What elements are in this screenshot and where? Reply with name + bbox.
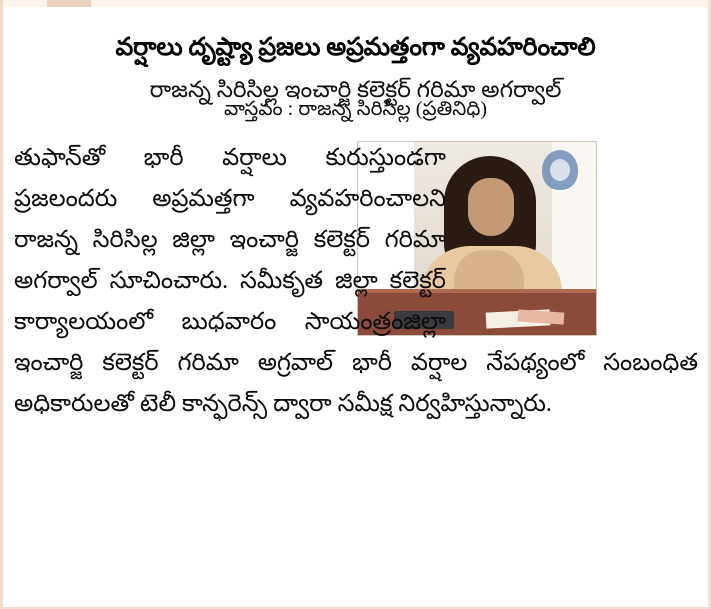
article-headline: వర్షాలు దృష్ట్యా ప్రజలు అప్రమత్తంగా వ్యవహరించాలి bbox=[115, 33, 596, 61]
article-body-text: తుఫాన్‌తో భారీ వర్షాలు కురుస్తుండగా ప్రజలందరు అప్రమత్తగా వ్యవహరించాలని రాజన్న సిరిసిల్ల జిల్లా ఇంచార్జి కలెక్టర్ గరిమా అగర్వాల్ సూచించారు. సమీకృత జిల్లా కలెక్టర్ కార్యాలయంలో బుధవారం సాయంత్రంజిల్లా ఇంచార్జి కలెక్టర్ గరిమా అగ్రవాల్ భారీ వర్షాల నేపథ్యంలో సంబంధిత అధికారులతో టెలీ కాన్ఫరెన్స్ ద్వారా సమీక్ష నిర్వహిస్తున్నారు. bbox=[14, 145, 699, 417]
article-body-wrap bbox=[14, 138, 698, 425]
article-subheadline: రాజన్న సిరిసిల్ల ఇంచార్జి కలెక్టర్ గరిమా అగర్వాల్ bbox=[149, 77, 562, 103]
article-dateline: వాస్తవం : రాజన్న సిరిసిల్ల (ప్రతినిధి) bbox=[223, 98, 488, 120]
photo-text-wrap-spacer bbox=[446, 138, 698, 338]
